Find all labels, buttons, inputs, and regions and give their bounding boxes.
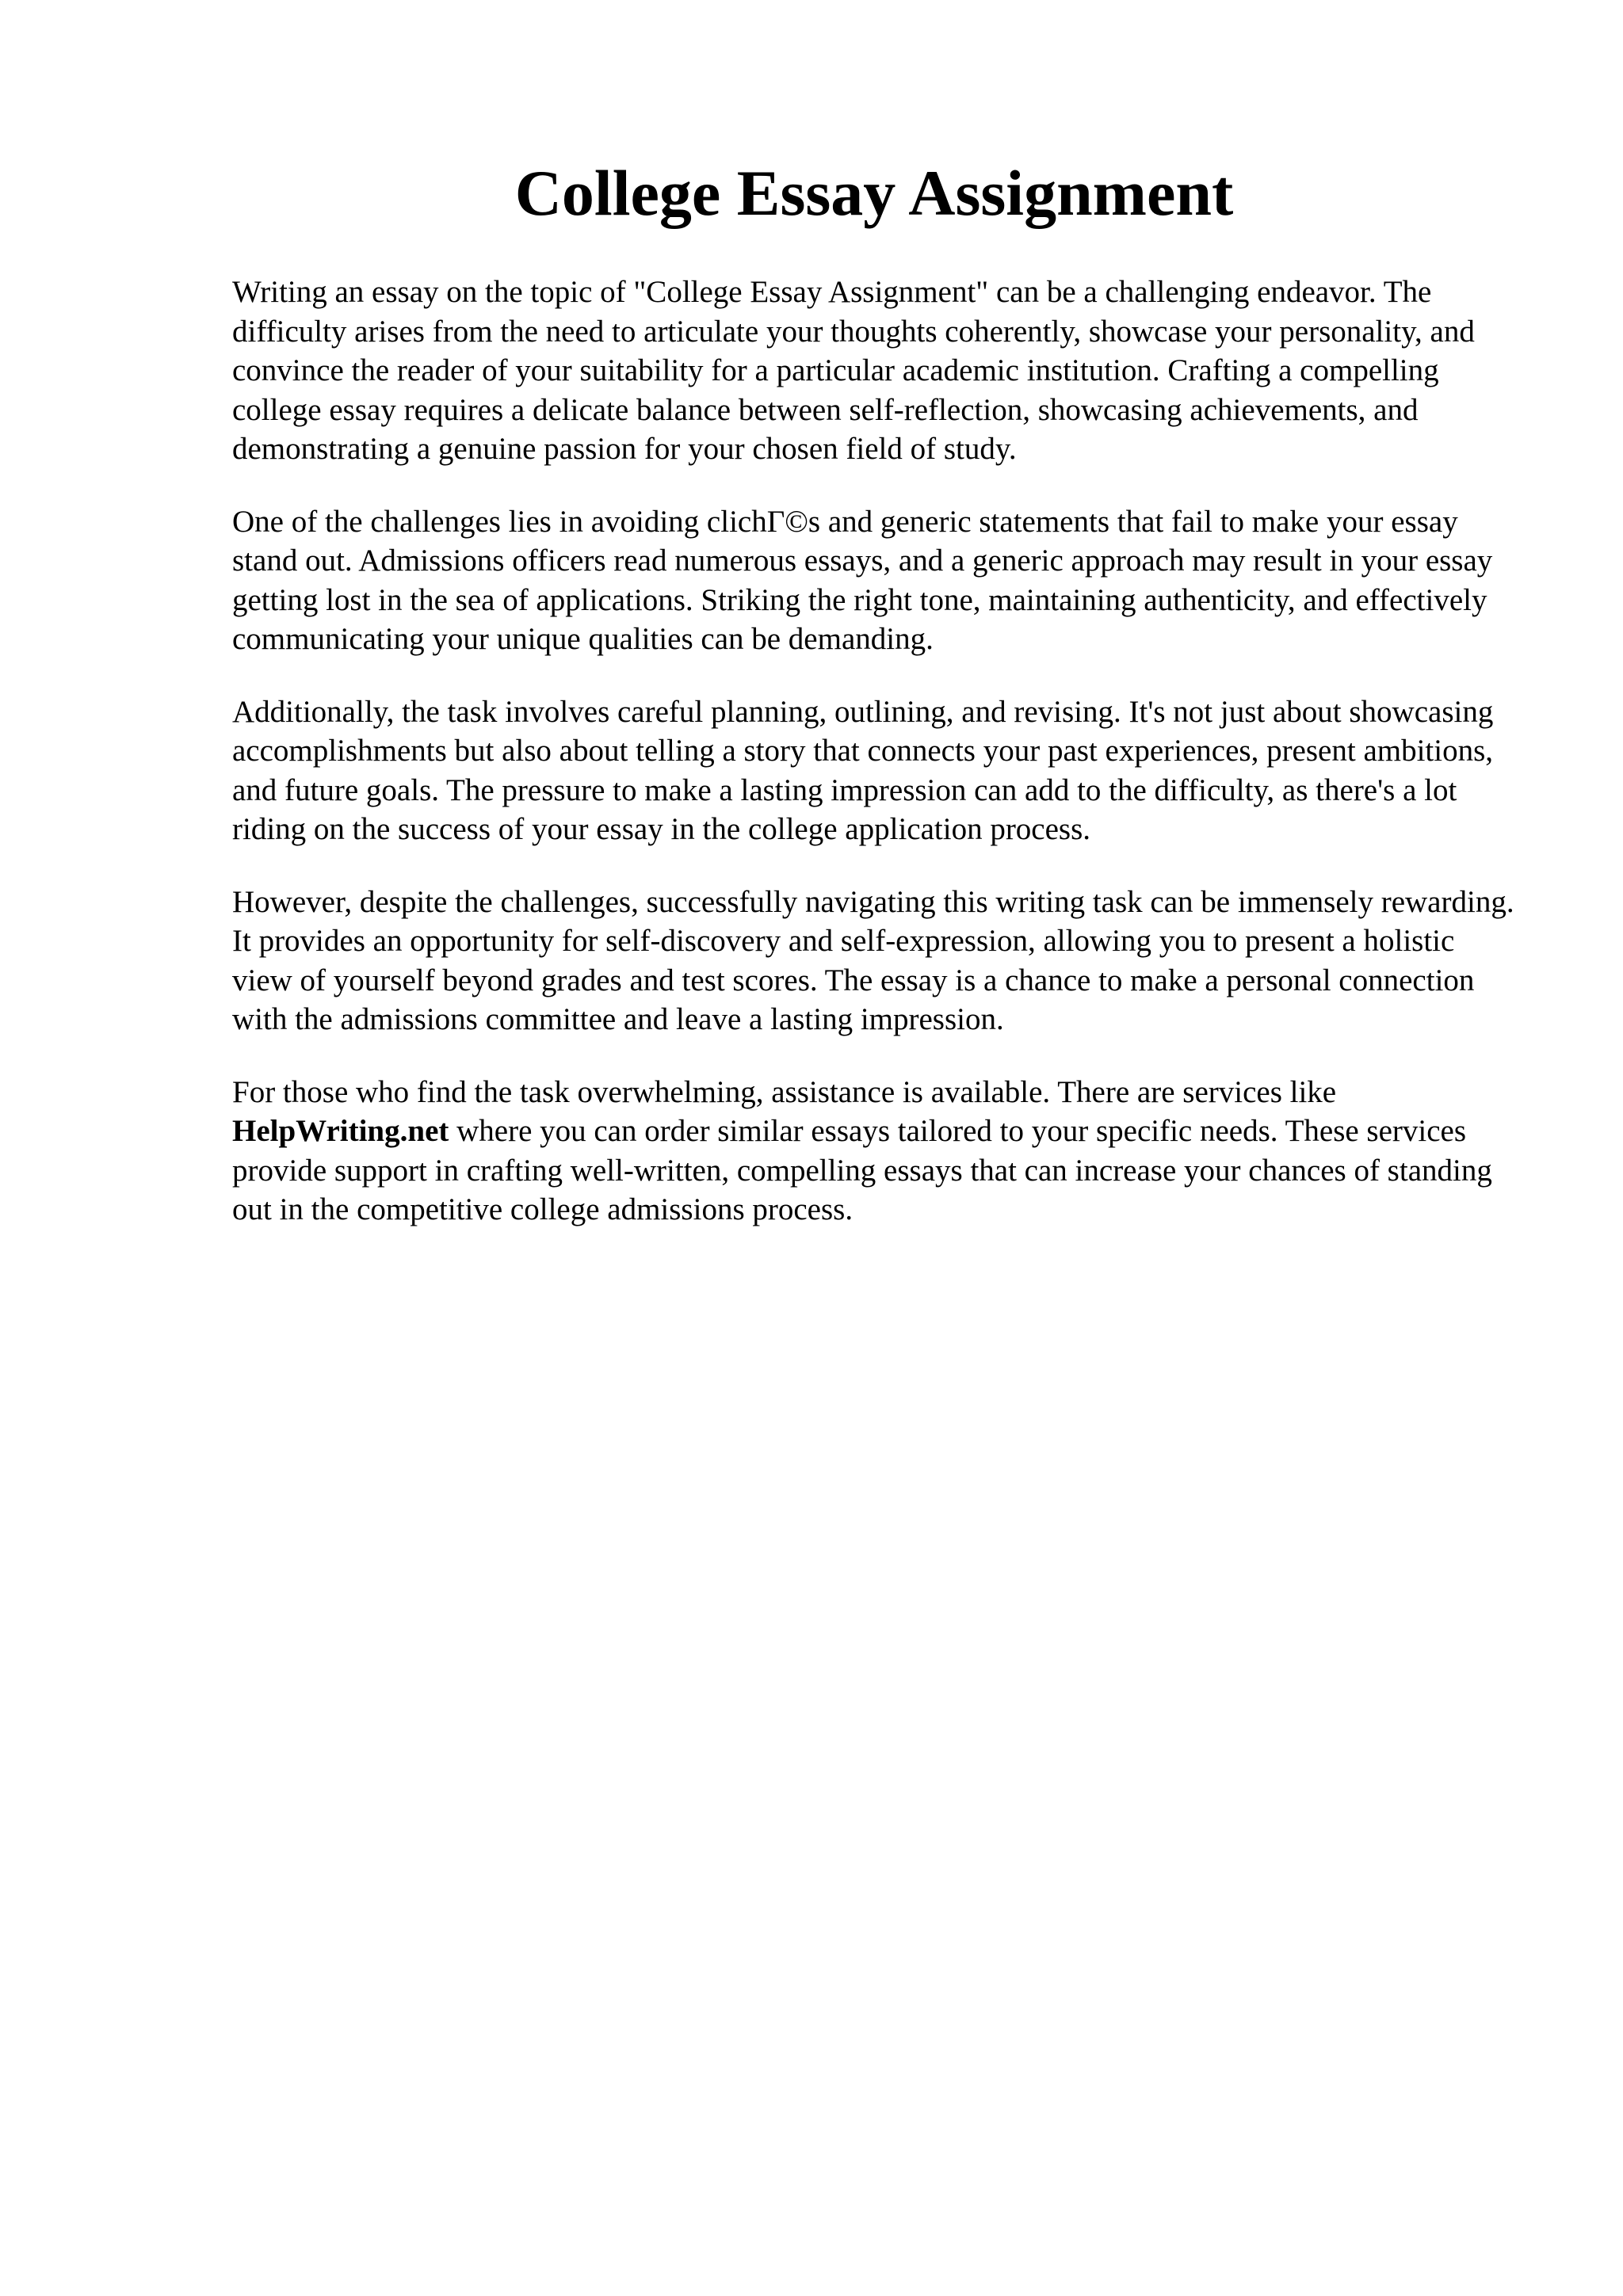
paragraph-4: However, despite the challenges, successfully navigating this writing task can be immensely rewarding. It provides an opportunity for self-discovery and self-expression, allowing you to present a holistic view of yourself beyond grades and test scores. The essay is a chance to make a personal connection with the admissions committee and leave a lasting impression. [232,884,1514,1036]
document-title: College Essay Assignment [514,157,1234,229]
paragraph-3: Additionally, the task involves careful planning, outlining, and revising. It's not just about showcasing accomplishments but also about telling a story that connects your past experiences, present ambitions, and future goals. The pressure to make a lasting impression can add to the difficulty, as there's a lot riding on the success of your essay in the college application process. [232,694,1494,846]
paragraph-5 [232,1073,1516,1230]
paragraph-2: One of the challenges lies in avoiding clichГ©s and generic statements that fail to make your essay stand out. Admissions officers read numerous essays, and a generic approach may result in your essay getting lost in the sea of applications. Striking the right tone, maintaining authenticity, and effectively communicating your unique qualities can be demanding. [232,504,1493,656]
paragraph-5-lead: For those who find the task overwhelming, assistance is available. There are services like [232,1074,1337,1109]
brand-name: HelpWriting.net [232,1114,449,1148]
document-body [232,155,1516,1263]
paragraph-1: Writing an essay on the topic of "College Essay Assignment" can be a challenging endeavor. The difficulty arises from the need to articulate your thoughts coherently, showcase your personality, and convince the reader of your suitability for a particular academic institution. Crafting a compelling college essay requires a delicate balance between self-reflection, showcasing achievements, and demonstrating a genuine passion for your chosen field of study. [232,275,1475,466]
paragraph-5-tail: where you can order similar essays tailored to your specific needs. These services provide support in crafting well-written, compelling essays that can increase your chances of standing out in the competitive college admissions process. [232,1114,1492,1226]
